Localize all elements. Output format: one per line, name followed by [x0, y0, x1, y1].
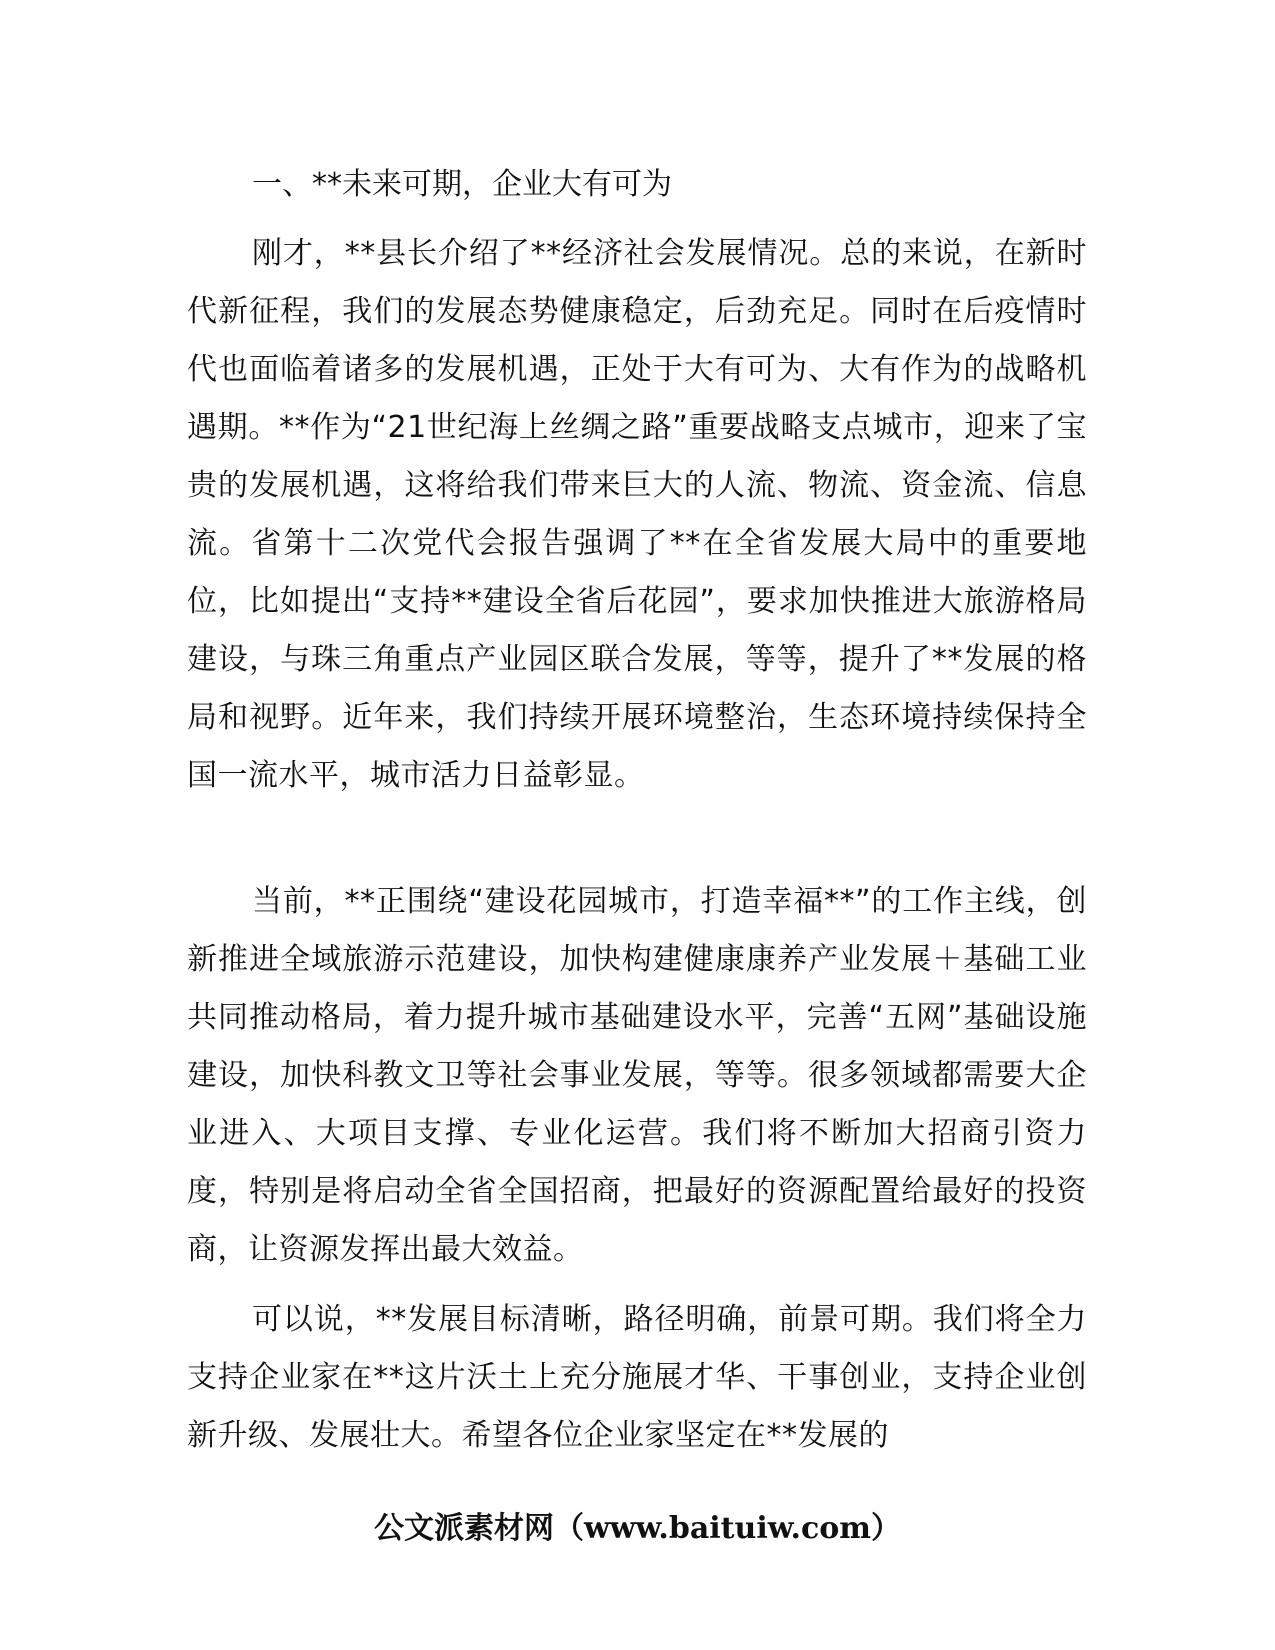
paragraph-3: 可以说，**发展目标清晰，路径明确，前景可期。我们将全力支持企业家在**这片沃土上充分施展才华、干事创业，支持企业创新升级、发展壮大。希望各位企业家坚定在**发展的	[187, 1302, 1087, 1453]
paragraph-2: 当前，**正围绕“建设花园城市，打造幸福**”的工作主线，创新推进全域旅游示范建设，加快构建健康康养产业发展＋基础工业共同推动格局，着力提升城市基础建设水平，完善“五网”基础设施建设，加快科教文卫等社会事业发展，等等。很多领域都需要大企业进入、大项目支撑、专业化运营。我们将不断加大招商引资力度，特别是将启动全省全国招商，把最好的资源配置给最好的投资商，让资源发挥出最大效益。	[187, 884, 1087, 1267]
section-heading: 一、**未来可期，企业大有可为	[252, 167, 672, 202]
paragraph-1: 刚才，**县长介绍了**经济社会发展情况。总的来说，在新时代新征程，我们的发展态势健康稳定，后劲充足。同时在后疫情时代也面临着诸多的发展机遇，正处于大有可为、大有作为的战略机遇期。**作为“21世纪海上丝绸之路”重要战略支点城市，迎来了宝贵的发展机遇，这将给我们带来巨大的人流、物流、资金流、信息流。省第十二次党代会报告强调了**在全省发展大局中的重要地位，比如提出“支持**建设全省后花园”，要求加快推进大旅游格局建设，与珠三角重点产业园区联合发展，等等，提升了**发展的格局和视野。近年来，我们持续开展环境整治，生态环境持续保持全国一流水平，城市活力日益彰显。	[187, 236, 1087, 793]
footer-watermark: 公文派素材网（www.baituiw.com）	[373, 1511, 902, 1546]
